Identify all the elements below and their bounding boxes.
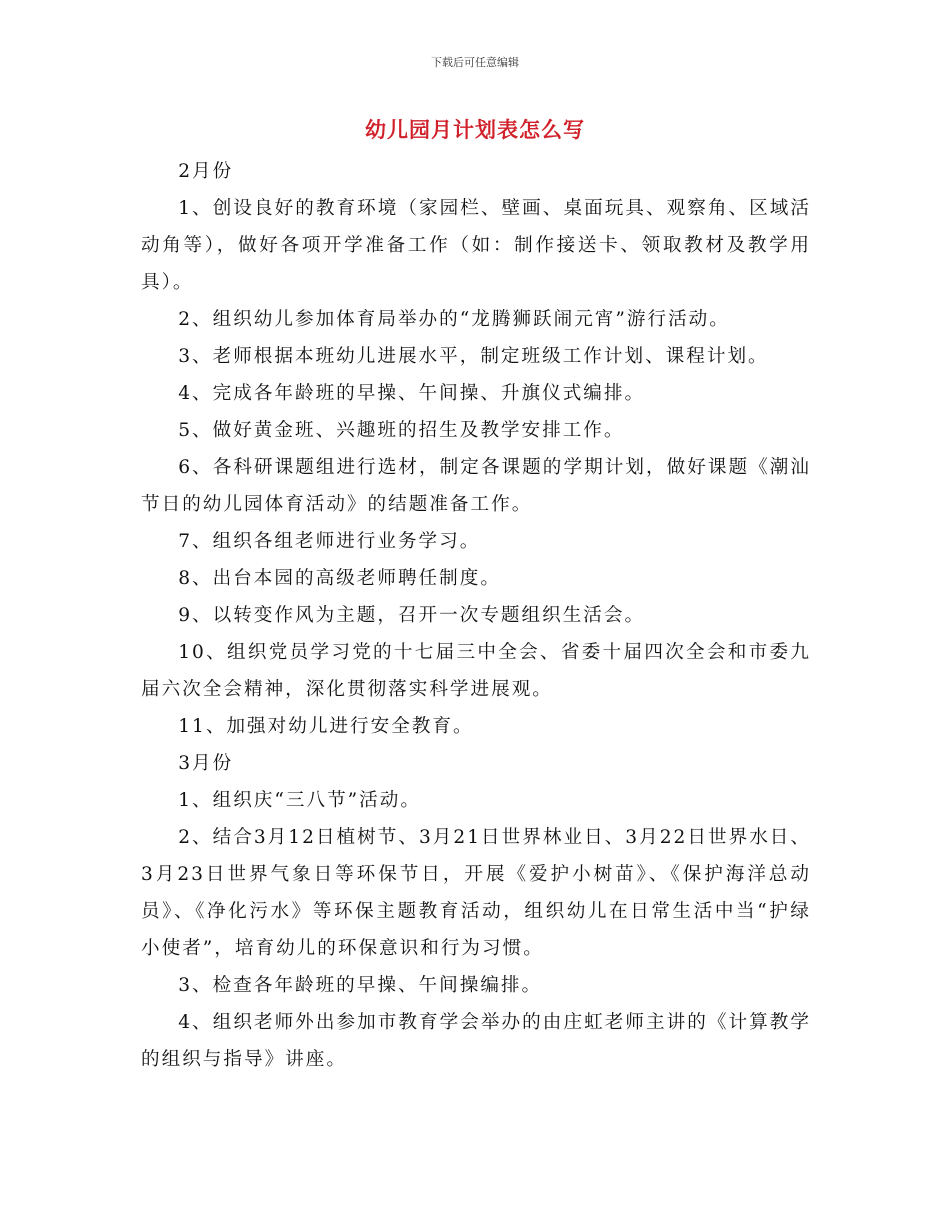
list-item: 4、完成各年龄班的早操、午间操、升旗仪式编排。 [178, 383, 646, 404]
list-item: 6、各科研课题组进行选材，制定各课题的学期计划，做好课题《潮汕节日的幼儿园体育活动》的结题准备工作。 [141, 457, 811, 515]
list-item: 5、做好黄金班、兴趣班的招生及教学安排工作。 [178, 420, 625, 441]
list-item: 7、组织各组老师进行业务学习。 [178, 531, 481, 552]
list-item: 2、结合3月12日植树节、3月21日世界林业日、3月22日世界水日、3月23日世界气象日等环保节日，开展《爱护小树苗》、《保护海洋总动员》、《净化污水》等环保主题教育活动，组织幼儿在日常生活中当“护绿小使者”，培育幼儿的环保意识和行为习惯。 [141, 827, 811, 959]
list-item: 3、检查各年龄班的早操、午间操编排。 [178, 975, 543, 996]
list-item: 2、组织幼儿参加体育局举办的“龙腾狮跃闹元宵”游行活动。 [178, 309, 730, 330]
document-title: 幼儿园月计划表怎么写 [365, 117, 585, 142]
document-body [141, 153, 811, 1078]
list-item: 10、组织党员学习党的十七届三中全会、省委十届四次全会和市委九届六次全会精神，深化贯彻落实科学进展观。 [141, 642, 811, 700]
section-heading-march: 3月份 [178, 753, 234, 774]
section-heading-february: 2月份 [178, 161, 234, 182]
list-item: 3、老师根据本班幼儿进展水平，制定班级工作计划、课程计划。 [178, 346, 769, 367]
list-item: 9、以转变作风为主题，召开一次专题组织生活会。 [178, 605, 646, 626]
list-item: 1、组织庆“三八节”活动。 [178, 790, 421, 811]
list-item: 4、组织老师外出参加市教育学会举办的由庄虹老师主讲的《计算教学的组织与指导》讲座。 [141, 1012, 811, 1070]
list-item: 8、出台本园的高级老师聘任制度。 [178, 568, 501, 589]
header-note: 下载后可任意编辑 [431, 56, 519, 69]
list-item: 1、创设良好的教育环境（家园栏、壁画、桌面玩具、观察角、区域活动角等），做好各项开学准备工作（如：制作接送卡、领取教材及教学用具）。 [141, 198, 811, 293]
list-item: 11、加强对幼儿进行安全教育。 [178, 716, 474, 737]
